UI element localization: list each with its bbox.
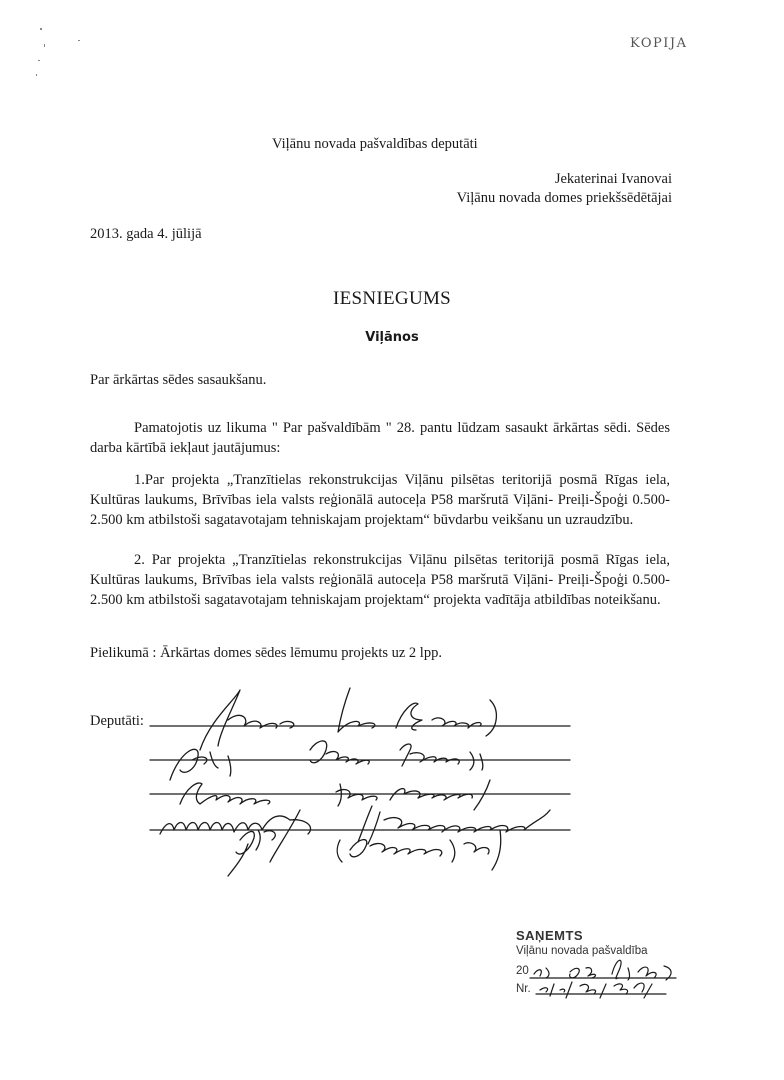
addressee-block bbox=[457, 170, 672, 208]
received-stamp-title: SAŅEMTS bbox=[516, 928, 584, 943]
document-place: Viļānos bbox=[365, 330, 419, 345]
received-stamp-org: Viļānu novada pašvaldība bbox=[516, 945, 648, 957]
deputies-label: Deputāti: bbox=[90, 713, 144, 729]
received-stamp-date-prefix: 20 bbox=[516, 965, 529, 977]
addressee-name: Jekaterinai Ivanovai bbox=[554, 171, 672, 187]
received-stamp bbox=[516, 928, 686, 995]
received-stamp-number-prefix: Nr. bbox=[516, 983, 531, 995]
handwritten-signatures bbox=[140, 680, 620, 900]
addressee-role: Viļānu novada domes priekšsēdētājai bbox=[456, 190, 672, 206]
paragraph-item-1: 1.Par projekta „Tranzītielas rekonstrukcijas Viļānu pilsētas teritorijā posmā Rīgas iela, Kultūras laukums, Brīvības iela valsts reģionālā autoceļa P58 maršrutā Viļāni- Preiļi-Špoģi 0.500-2.500 km atbilstoši sagatavotajam tehniskajam projektam“ būvdarbu veikšanu un uzraudzību. bbox=[90, 472, 670, 528]
paragraph-intro: Pamatojotis uz likuma " Par pašvaldībām " 28. pantu lūdzam sasaukt ārkārtas sēdi. Sēdes darba kārtībā iekļaut jautājumus: bbox=[90, 420, 670, 456]
document-title: IESNIEGUMS bbox=[332, 288, 452, 309]
received-stamp-handwriting bbox=[516, 928, 686, 1008]
sender-line: Viļānu novada pašvaldības deputāti bbox=[272, 136, 478, 152]
signatures-block bbox=[140, 680, 620, 900]
copy-stamp: KOPIJA bbox=[630, 36, 688, 51]
document-date: 2013. gada 4. jūlijā bbox=[90, 226, 202, 242]
document-subject: Par ārkārtas sēdes sasaukšanu. bbox=[90, 372, 267, 388]
attachment-note: Pielikumā : Ārkārtas domes sēdes lēmumu projekts uz 2 lpp. bbox=[90, 645, 442, 661]
paragraph-item-2: 2. Par projekta „Tranzītielas rekonstrukcijas Viļānu pilsētas teritorijā posmā Rīgas iela, Kultūras laukums, Brīvības iela valsts reģionālā autoceļa P58 maršrutā Viļāni- Preiļi-Špoģi 0.500-2.500 km atbilstoši sagatavotajam tehniskajam projektam“ projekta vadītāja atbildības noteikšanu. bbox=[90, 552, 670, 608]
